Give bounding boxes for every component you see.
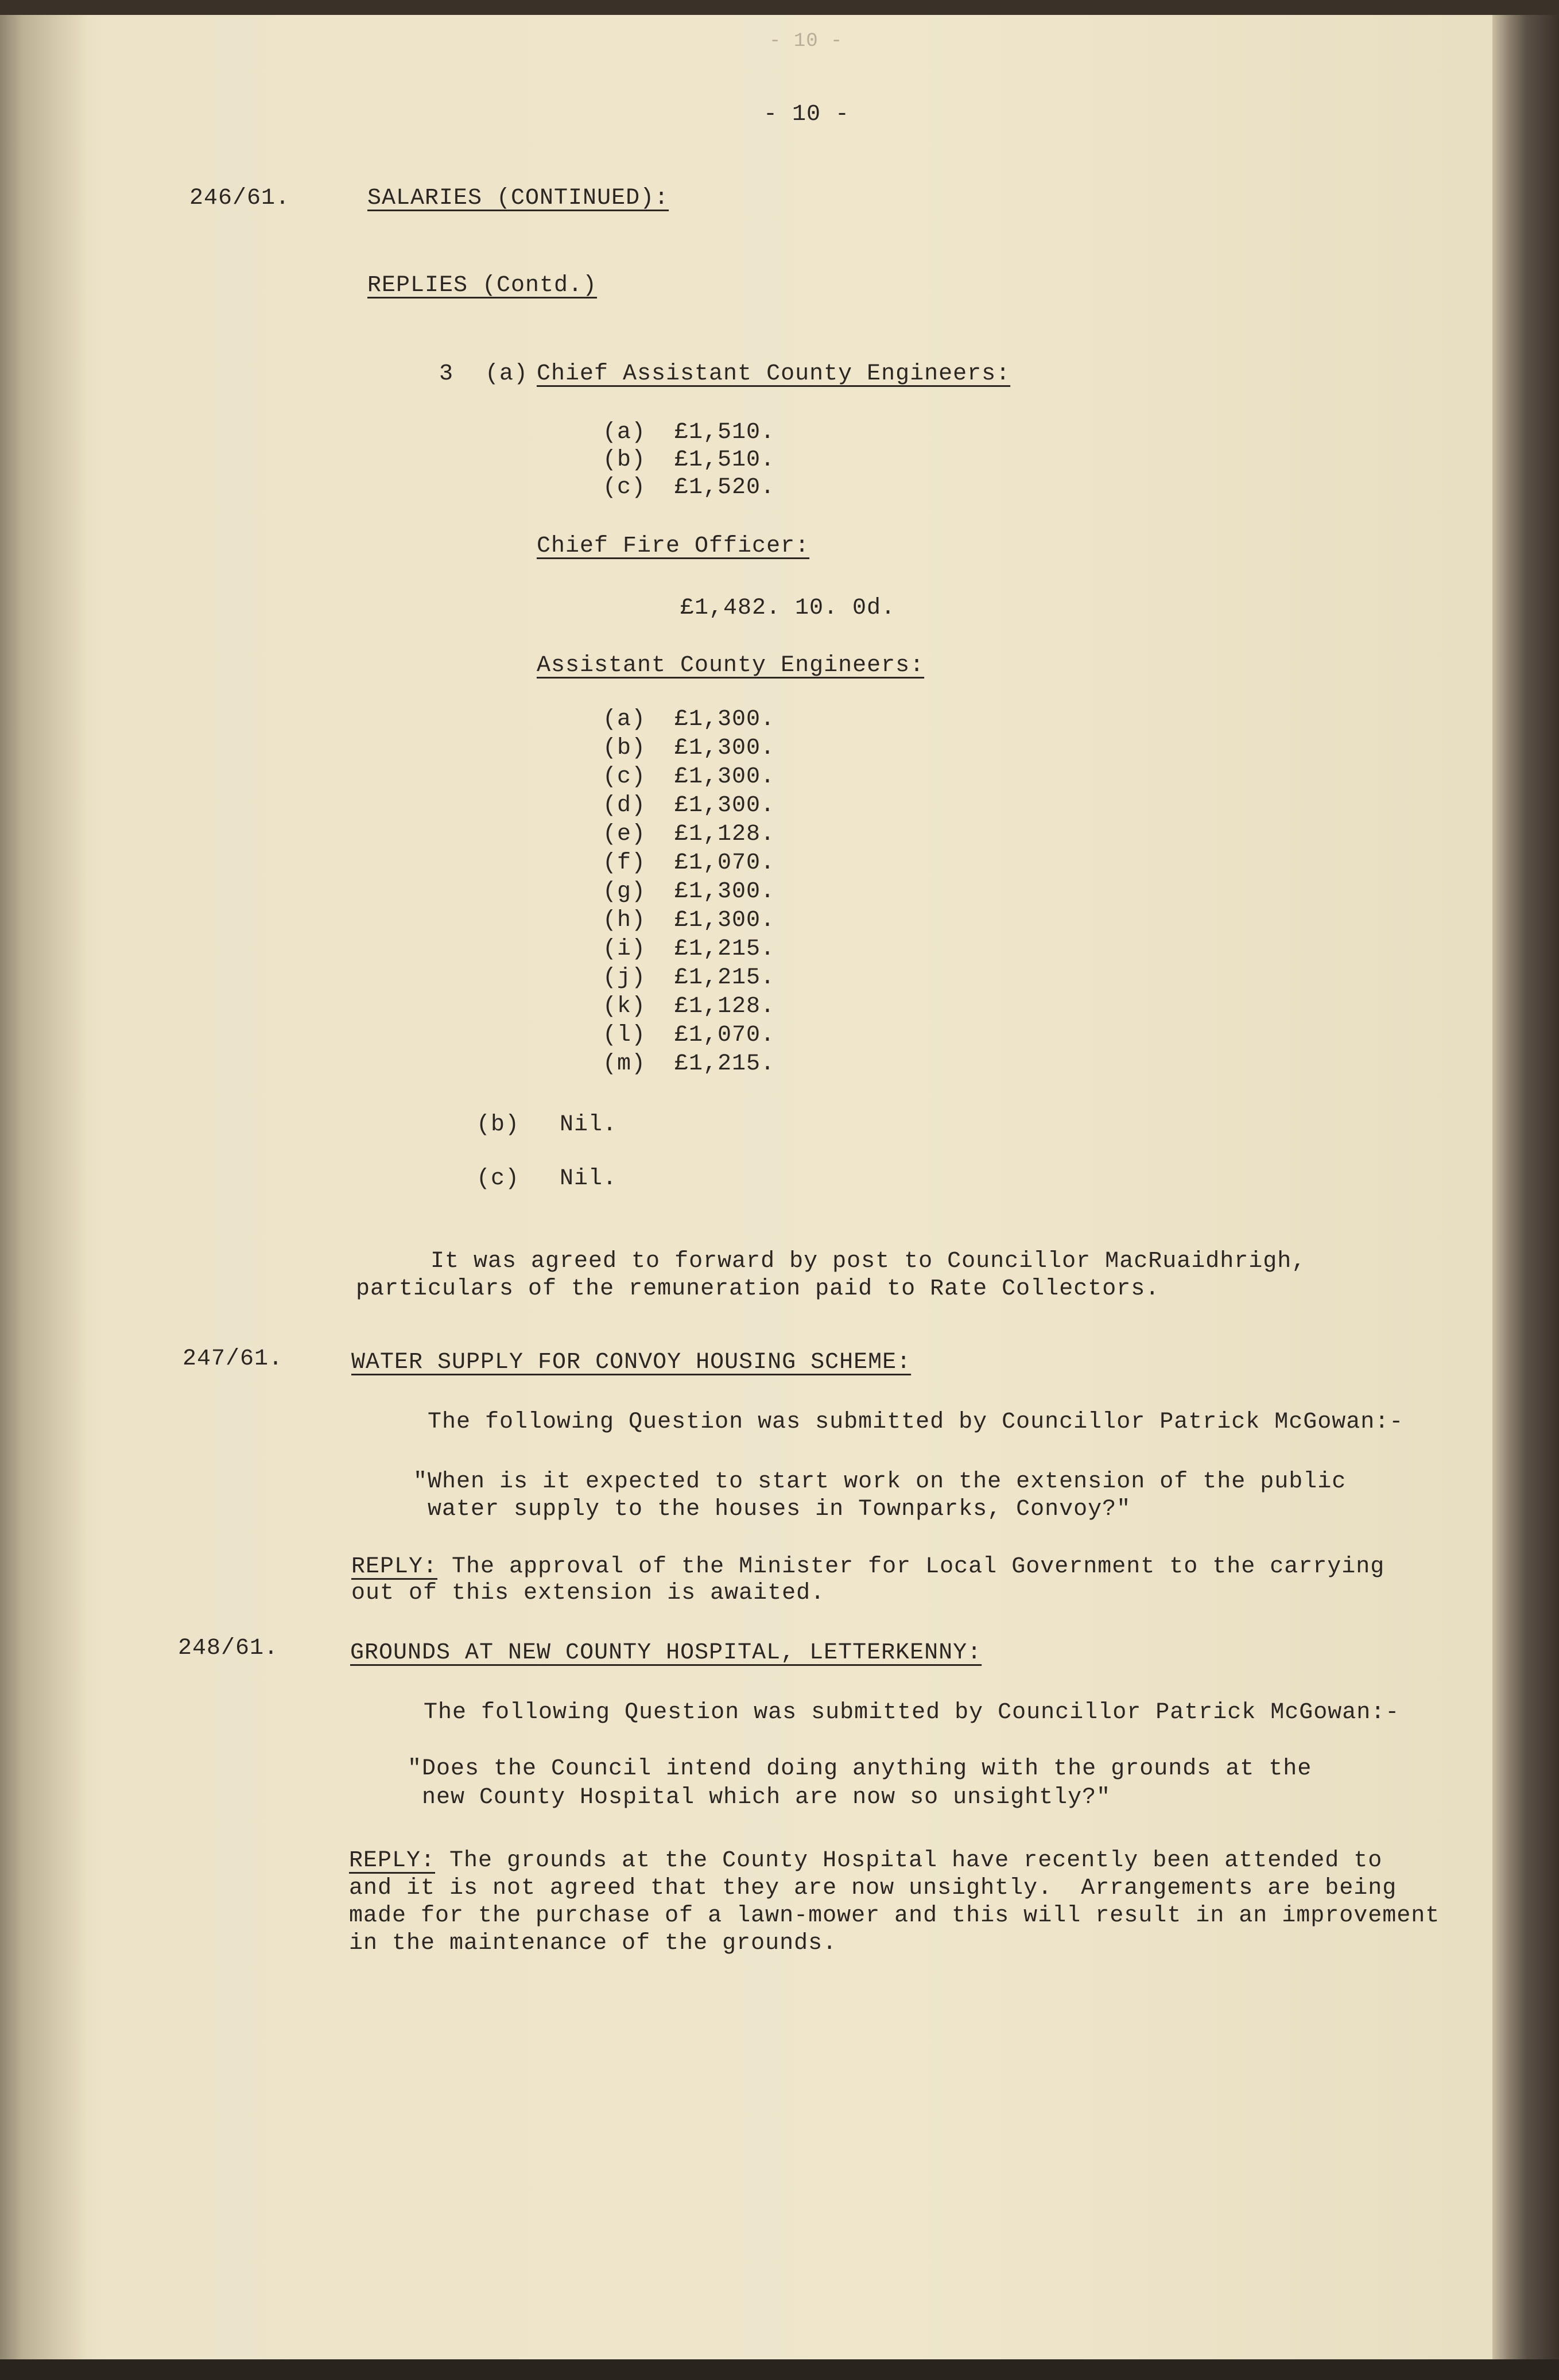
reply-label: REPLY:	[349, 1848, 436, 1874]
item-amount: £1,510.	[674, 420, 775, 445]
list-item	[603, 936, 775, 963]
item-letter: (c)	[603, 764, 646, 790]
ghost-page-number: - 10 -	[769, 30, 843, 52]
assistant-engineers-heading: Assistant County Engineers:	[537, 653, 925, 679]
reply-text: The grounds at the County Hospital have recently been attended to	[435, 1848, 1383, 1874]
item-letter: (e)	[603, 821, 646, 847]
reply-label: REPLY:	[351, 1554, 438, 1580]
item-amount: £1,300.	[674, 764, 775, 790]
item-amount: £1,300.	[674, 735, 775, 761]
reply-line-2-248: and it is not agreed that they are now unsightly. Arrangements are being	[349, 1875, 1397, 1901]
item-amount: £1,070.	[674, 1022, 775, 1048]
list-item	[603, 706, 775, 734]
item-amount: £1,300.	[674, 707, 775, 732]
item-amount: £1,215.	[674, 965, 775, 991]
item-letter: (j)	[603, 965, 646, 991]
item-letter: (g)	[603, 879, 646, 905]
item-letter: (k)	[603, 994, 646, 1020]
list-item	[603, 792, 775, 820]
list-item	[603, 1051, 775, 1078]
item-amount: £1,128.	[674, 994, 775, 1020]
item-letter: (l)	[603, 1022, 646, 1048]
item-amount: £1,215.	[674, 936, 775, 962]
part-b-label: (b)	[476, 1112, 520, 1138]
item-letter: (h)	[603, 908, 646, 933]
item-amount: £1,070.	[674, 850, 775, 876]
item-letter: (a)	[603, 707, 646, 732]
agreed-line-1: It was agreed to forward by post to Councillor MacRuaidhrigh,	[431, 1249, 1306, 1274]
bottom-border	[0, 2359, 1559, 2380]
item-amount: £1,510.	[674, 447, 775, 473]
list-item	[603, 735, 775, 762]
list-item	[603, 419, 775, 447]
reply-line-4-248: in the maintenance of the grounds.	[349, 1931, 837, 1956]
item-letter: (i)	[603, 936, 646, 962]
item-ref-247: 247/61.	[183, 1346, 284, 1372]
list-item	[603, 447, 775, 474]
list-item	[603, 821, 775, 848]
list-item	[603, 993, 775, 1021]
chief-assistant-heading: Chief Assistant County Engineers:	[537, 361, 1011, 387]
item-amount: £1,300.	[674, 879, 775, 905]
page-number: - 10 -	[763, 102, 850, 127]
item-letter: (b)	[603, 447, 646, 473]
item-letter: (m)	[603, 1051, 646, 1077]
item-ref-248: 248/61.	[178, 1635, 279, 1661]
heading-salaries: SALARIES (CONTINUED):	[367, 185, 669, 211]
fire-officer-heading: Chief Fire Officer:	[537, 533, 810, 559]
list-item	[603, 763, 775, 791]
list-item	[603, 1022, 775, 1049]
list-item	[603, 850, 775, 877]
reply-248	[349, 1847, 1382, 1875]
question-intro-248: The following Question was submitted by Councillor Patrick McGowan:-	[424, 1700, 1400, 1726]
question-intro-247: The following Question was submitted by Councillor Patrick McGowan:-	[428, 1409, 1404, 1435]
item-amount: £1,300.	[674, 908, 775, 933]
reply-line-2-247: out of this extension is awaited.	[351, 1580, 825, 1606]
question-line-2-247: water supply to the houses in Townparks, Convoy?"	[428, 1497, 1131, 1522]
item-amount: £1,300.	[674, 793, 775, 819]
page-edge	[1492, 0, 1559, 2380]
agreed-line-2: particulars of the remuneration paid to Rate Collectors.	[356, 1276, 1160, 1302]
list-item	[603, 907, 775, 935]
item-letter: (b)	[603, 735, 646, 761]
item-letter: (a)	[603, 420, 646, 445]
item-ref-246: 246/61.	[189, 185, 290, 211]
item-amount: £1,215.	[674, 1051, 775, 1077]
part-c-value: Nil.	[560, 1166, 618, 1192]
reply-247	[351, 1553, 1385, 1581]
part-c-label: (c)	[476, 1166, 520, 1192]
list-item	[603, 878, 775, 906]
question-number: 3	[439, 361, 454, 387]
question-line-2-248: new County Hospital which are now so unsightly?"	[422, 1785, 1111, 1811]
fire-officer-amount: £1,482. 10. 0d.	[680, 595, 896, 621]
question-part-label: (a)	[485, 361, 529, 387]
heading-water-supply: WATER SUPPLY FOR CONVOY HOUSING SCHEME:	[351, 1350, 912, 1375]
item-amount: £1,520.	[674, 475, 775, 501]
list-item	[603, 964, 775, 992]
item-letter: (f)	[603, 850, 646, 876]
item-letter: (c)	[603, 475, 646, 501]
list-item	[603, 474, 775, 502]
binding-spine	[0, 0, 86, 2380]
question-line-1-248: "Does the Council intend doing anything with the grounds at the	[408, 1756, 1312, 1782]
reply-text: The approval of the Minister for Local Government to the carrying	[437, 1554, 1385, 1580]
part-b-value: Nil.	[560, 1112, 618, 1138]
heading-grounds: GROUNDS AT NEW COUNTY HOSPITAL, LETTERKENNY:	[350, 1640, 982, 1666]
item-amount: £1,128.	[674, 821, 775, 847]
subheading-replies: REPLIES (Contd.)	[367, 273, 598, 299]
top-border	[0, 0, 1559, 15]
item-letter: (d)	[603, 793, 646, 819]
question-line-1-247: "When is it expected to start work on the extension of the public	[413, 1469, 1347, 1495]
reply-line-3-248: made for the purchase of a lawn-mower and this will result in an improvement	[349, 1903, 1440, 1929]
